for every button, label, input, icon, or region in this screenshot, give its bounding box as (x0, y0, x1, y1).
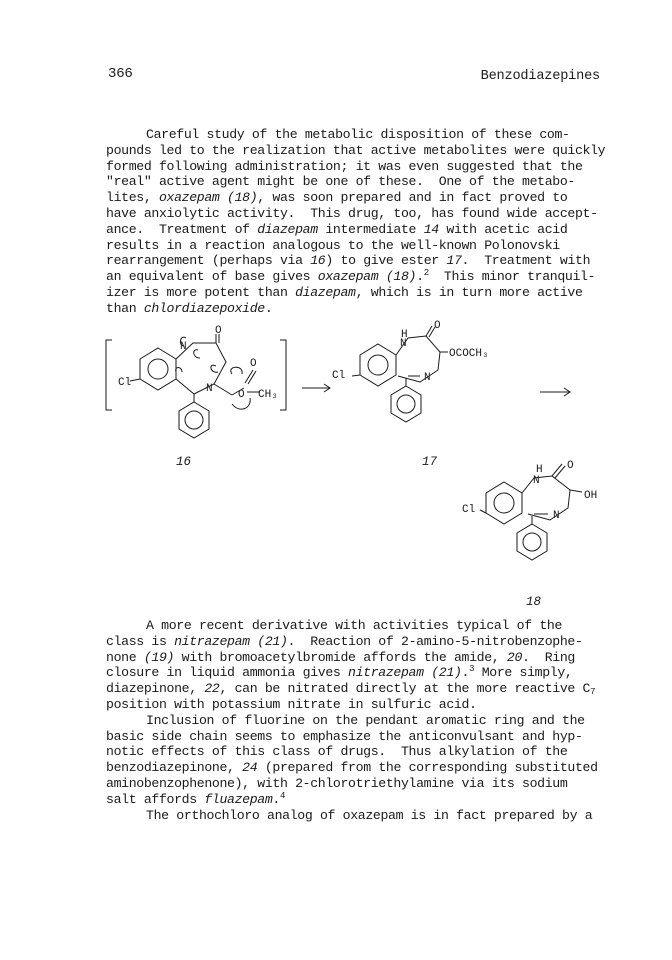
compound-18-label: 18 (526, 595, 542, 609)
text-segment: . (264, 300, 273, 316)
page-number: 366 (108, 66, 133, 82)
text-segment: (prepared from the corresponding substituted (257, 760, 598, 776)
text-segment: Inclusion of fluorine on the pendant aromatic ring and the (146, 712, 585, 728)
text-segment: salt affords (106, 791, 205, 807)
text-line (106, 697, 618, 713)
text-segment: results in a reaction analogous to the well-known Polonovski (106, 237, 560, 253)
text-segment: 16 (310, 253, 326, 269)
text-line (106, 681, 618, 697)
paragraph-1 (106, 127, 618, 317)
text-segment: chlordiazepoxide (143, 300, 265, 316)
text-line (106, 760, 618, 776)
text-line (106, 222, 618, 238)
text-segment: ance. Treatment of (106, 221, 258, 237)
atom-label: O (434, 320, 441, 332)
atom-label: H (536, 464, 543, 476)
text-segment: A more recent derivative with activities typical of the (146, 618, 563, 633)
text-segment: basic side chain seems to emphasize the anticonvulsant and hyp- (106, 728, 583, 744)
text-segment: with bromoacetylbromide affords the amide, (174, 649, 507, 665)
text-segment: , was soon prepared and in fact proved to (257, 190, 568, 206)
text-segment: 2 (423, 268, 429, 279)
atom-label: N (553, 510, 560, 522)
text-segment: . Ring (522, 649, 575, 665)
paragraph-2 (106, 618, 618, 823)
atom-label: O (567, 460, 574, 472)
text-segment: . Treatment with (461, 253, 591, 269)
text-segment: fluazepam (204, 791, 273, 807)
text-segment: This minor tranquil- (428, 269, 596, 285)
curved-arrow (232, 398, 250, 409)
text-segment: diazepinone, (106, 681, 205, 697)
text-segment: oxazepam (18) (158, 190, 258, 206)
text-segment: . Reaction of 2-amino-5-nitrobenzophe- (287, 633, 583, 649)
curved-arrow (231, 367, 242, 374)
text-segment: have anxiolytic activity. This drug, too, has found wide accept- (106, 205, 598, 221)
text-segment: 20 (506, 649, 523, 665)
text-segment: than (106, 300, 144, 316)
text-segment: intermediate (317, 221, 424, 237)
atom-label: N (424, 372, 431, 384)
text-line (106, 729, 618, 745)
atom-label: CH₃ (258, 389, 278, 401)
text-segment: nitrazepam (21) (174, 633, 288, 649)
text-segment: aminobenzophenone), with 2-chlorotriethylamine via its sodium (106, 775, 568, 791)
text-line (106, 143, 618, 159)
text-line (106, 650, 618, 666)
text-line (106, 713, 618, 729)
right-bracket (280, 340, 286, 410)
text-segment: with acetic acid (438, 221, 568, 237)
atom-label: O (238, 389, 245, 401)
text-line (106, 206, 618, 222)
atom-label: Cl (332, 370, 346, 382)
atom-label: Cl (462, 504, 476, 516)
text-line (106, 744, 618, 760)
atom-label: N (400, 338, 407, 350)
text-segment: "real" active agent might be one of these. One of the metabo- (106, 174, 575, 190)
compound-17-structure (332, 320, 489, 422)
curved-arrow (180, 337, 186, 346)
text-segment: 17 (446, 253, 462, 269)
text-segment: 14 (423, 221, 439, 237)
text-line (106, 269, 618, 285)
text-segment: 4 (280, 790, 286, 801)
aromatic-circle (148, 359, 168, 379)
curved-arrow (211, 365, 218, 372)
text-line (106, 127, 618, 143)
atom-label: N (206, 383, 213, 395)
left-bracket (106, 340, 112, 410)
text-segment: 3 (469, 664, 475, 675)
text-segment: , which is in turn more active (355, 284, 583, 300)
atom-label: N (180, 341, 187, 353)
text-segment: ) to give ester (325, 253, 447, 269)
text-line (106, 174, 618, 190)
text-segment: closure in liquid ammonia gives (106, 665, 349, 681)
text-segment: 7 (590, 687, 596, 698)
text-segment: diazepam (295, 284, 356, 300)
text-segment: none (106, 649, 144, 665)
running-head: Benzodiazepines (480, 69, 600, 84)
text-segment: 24 (242, 760, 258, 776)
text-segment: Careful study of the metabolic disposition of these com- (146, 127, 570, 142)
text-line (106, 618, 618, 634)
text-segment: nitrazepam (21) (348, 665, 462, 681)
text-segment: benzodiazepinone, (106, 760, 243, 776)
atom-label: N (533, 475, 540, 487)
text-line (106, 665, 618, 681)
text-segment: formed following administration; it was even suggested that the (106, 158, 583, 174)
text-segment: class is (106, 633, 175, 649)
text-segment: lites, (106, 190, 159, 206)
reaction-arrow (302, 384, 330, 392)
atom-label: OCOCH₃ (449, 348, 489, 360)
text-segment: oxazepam (18) (317, 269, 417, 285)
text-line (106, 301, 618, 317)
benzene-ring-a (140, 348, 176, 390)
compound-16-structure (106, 325, 286, 438)
atom-label: Cl (118, 377, 132, 389)
text-line (106, 634, 618, 650)
text-line (106, 190, 618, 206)
atom-label: H (401, 329, 408, 341)
text-line (106, 792, 618, 808)
text-segment: pounds led to the realization that active metabolites were quickly (106, 142, 606, 158)
compound-18-structure (462, 460, 597, 560)
reaction-arrow (540, 388, 570, 396)
text-segment: More simply, (474, 665, 573, 681)
text-segment: izer is more potent than (106, 284, 296, 300)
text-line (106, 776, 618, 792)
text-line (106, 253, 618, 269)
text-segment: . (272, 791, 280, 807)
text-line (106, 285, 618, 301)
text-segment: rearrangement (perhaps via (106, 253, 311, 269)
text-segment: . (416, 269, 424, 285)
text-segment: an equivalent of base gives (106, 269, 318, 285)
text-segment: (19) (143, 649, 175, 665)
curved-arrow (176, 368, 182, 373)
atom-label: O (215, 325, 222, 337)
text-line (106, 159, 618, 175)
text-segment: 22 (204, 681, 220, 697)
text-segment: diazepam (257, 221, 318, 237)
curved-arrow (194, 350, 200, 358)
text-segment: . (461, 665, 470, 681)
text-segment: position with potassium nitrate in sulfuric acid. (106, 696, 477, 712)
phenyl-ring (179, 402, 209, 438)
atom-label: O (250, 358, 257, 370)
atom-label: OH (584, 490, 598, 502)
text-segment: notic effects of this class of drugs. Thus alkylation of the (106, 744, 568, 760)
text-segment: , can be nitrated directly at the more reactive C (219, 681, 591, 697)
text-line (106, 238, 618, 254)
diazepine-ring (176, 343, 226, 394)
text-segment: The orthochloro analog of oxazepam is in fact prepared by a (146, 807, 593, 823)
compound-17-label: 17 (422, 455, 438, 469)
text-line (106, 808, 618, 824)
compound-16-label: 16 (176, 455, 192, 469)
